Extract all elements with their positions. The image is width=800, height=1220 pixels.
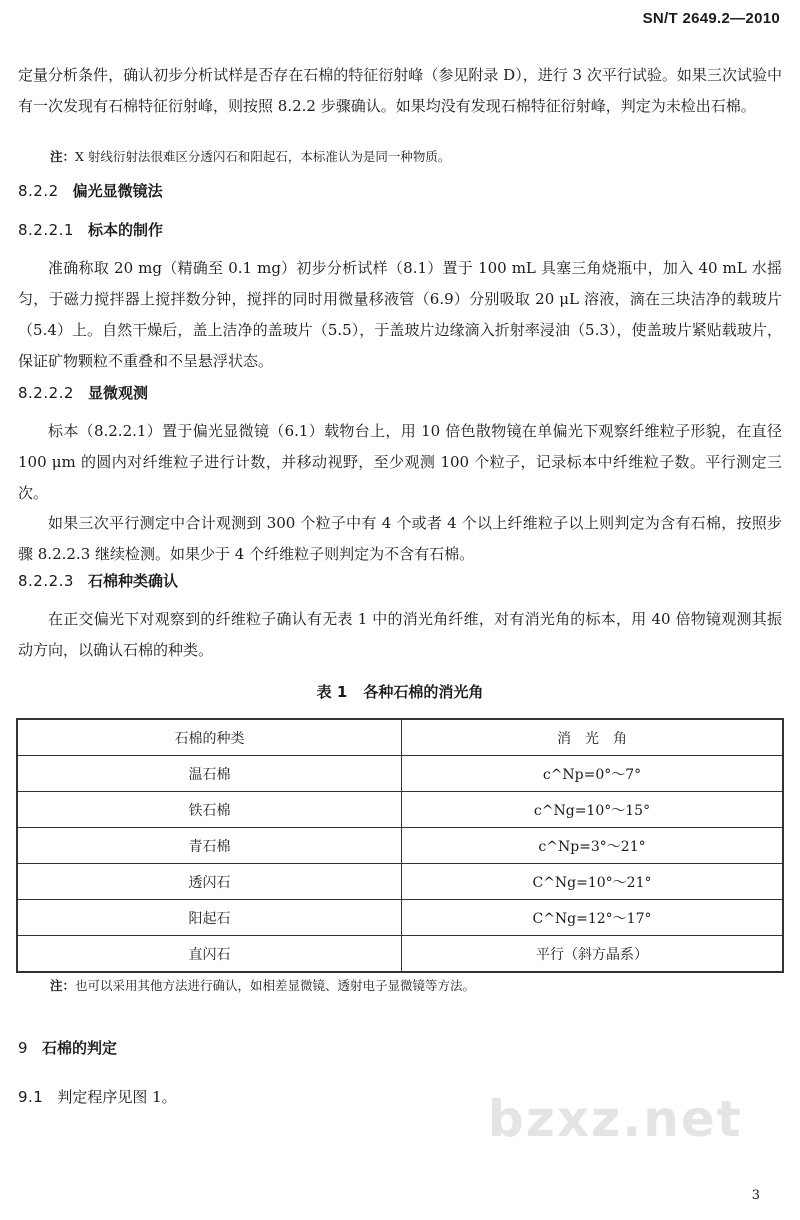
- table-row: [17, 900, 783, 936]
- section-number: 8.2.2.1: [18, 221, 74, 239]
- microscopy-paragraph-1: 标本（8.2.2.1）置于偏光显微镜（6.1）载物台上，用 10 倍色散物镜在单偏光下观察纤维粒子形貌，在直径 100 μm 的圆内对纤维粒子进行计数，并移动视野，至少观测 100 个粒子，记录标本中纤维粒子数。平行测定三次。: [18, 422, 782, 502]
- clause-9-1: [18, 1086, 177, 1108]
- asbestos-type-cell: 直闪石: [17, 936, 402, 973]
- clause-text: 判定程序见图 1。: [57, 1088, 177, 1106]
- section-title: 标本的制作: [87, 221, 163, 239]
- header-asbestos-type: 石棉的种类: [17, 719, 402, 756]
- section-number: 8.2.2.2: [18, 384, 74, 402]
- note-xrd: [50, 147, 780, 167]
- watermark: bzxz.net: [488, 1090, 743, 1148]
- table-1-title: [0, 681, 800, 702]
- table-caption: 各种石棉的消光角: [363, 683, 484, 701]
- note-label: 注：: [50, 978, 76, 993]
- asbestos-type-paragraph: 在正交偏光下对观察到的纤维粒子确认有无表 1 中的消光角纤维，对有消光角的标本，用 40 倍物镜观测其振动方向，以确认石棉的种类。: [18, 610, 782, 659]
- section-number: 9: [18, 1039, 29, 1057]
- section-8-2-2-2-heading: [18, 382, 148, 404]
- specimen-preparation-paragraph: 准确称取 20 mg（精确至 0.1 mg）初步分析试样（8.1）置于 100 mL 具塞三角烧瓶中，加入 40 mL 水摇匀，于磁力搅拌器上搅拌数分钟，搅拌的同时用微量移液管（6.9）分别吸取 20 μL 溶液，滴在三块洁净的载玻片（5.4）上。自然干燥后，盖上洁净的盖玻片（5.5），于盖玻片边缘滴入折射率浸油（5.3），使盖玻片紧贴载玻片，保证矿物颗粒不重叠和不呈悬浮状态。: [18, 259, 782, 370]
- asbestos-type-cell: 阳起石: [17, 900, 402, 936]
- asbestos-type-cell: 透闪石: [17, 864, 402, 900]
- asbestos-type-cell: 铁石棉: [17, 792, 402, 828]
- section-8-2-2-3-heading: [18, 570, 178, 592]
- intro-paragraph: 定量分析条件，确认初步分析试样是否存在石棉的特征衍射峰（参见附录 D），进行 3 次平行试验。如果三次试验中有一次发现有石棉特征衍射峰，则按照 8.2.2 步骤确认。如果均没有发现石棉特征衍射峰，判定为未检出石棉。: [18, 66, 782, 115]
- table-row: [17, 828, 783, 864]
- section-number: 8.2.2: [18, 182, 59, 200]
- note-text: X 射线衍射法很难区分透闪石和阳起石，本标准认为是同一种物质。: [75, 149, 451, 164]
- extinction-angle-cell: C^Ng=12°～17°: [402, 900, 784, 936]
- extinction-angle-cell: c^Np=0°～7°: [402, 756, 784, 792]
- section-title: 石棉种类确认: [87, 572, 178, 590]
- standard-number: SN/T 2649.2—2010: [642, 10, 780, 27]
- table-row: [17, 864, 783, 900]
- section-number: 8.2.2.3: [18, 572, 74, 590]
- note-text: 也可以采用其他方法进行确认，如相差显微镜、透射电子显微镜等方法。: [75, 978, 476, 993]
- header-extinction-angle: 消 光 角: [402, 719, 784, 756]
- table-row: [17, 756, 783, 792]
- table-row: [17, 792, 783, 828]
- note-other-methods: [50, 976, 780, 996]
- extinction-angle-cell: 平行（斜方晶系）: [402, 936, 784, 973]
- section-8-2-2-1-heading: [18, 219, 163, 241]
- clause-number: 9.1: [18, 1088, 44, 1106]
- extinction-angle-table: [16, 718, 784, 973]
- table-number: 表 1: [316, 683, 348, 701]
- section-title: 石棉的判定: [42, 1039, 118, 1057]
- table-row: [17, 936, 783, 973]
- section-title: 偏光显微镜法: [72, 182, 163, 200]
- extinction-angle-cell: C^Ng=10°～21°: [402, 864, 784, 900]
- table-header-row: [17, 719, 783, 756]
- asbestos-type-cell: 温石棉: [17, 756, 402, 792]
- microscopy-paragraph-2: 如果三次平行测定中合计观测到 300 个粒子中有 4 个或者 4 个以上纤维粒子以上则判定为含有石棉，按照步骤 8.2.2.3 继续检测。如果少于 4 个纤维粒子则判定为不含有石棉。: [18, 514, 782, 563]
- extinction-angle-cell: c^Np=3°～21°: [402, 828, 784, 864]
- asbestos-type-cell: 青石棉: [17, 828, 402, 864]
- section-8-2-2-heading: [18, 180, 163, 202]
- section-title: 显微观测: [87, 384, 148, 402]
- page-number: 3: [751, 1188, 760, 1203]
- note-label: 注：: [50, 149, 76, 164]
- extinction-angle-cell: c^Ng=10°～15°: [402, 792, 784, 828]
- section-9-heading: [18, 1037, 117, 1059]
